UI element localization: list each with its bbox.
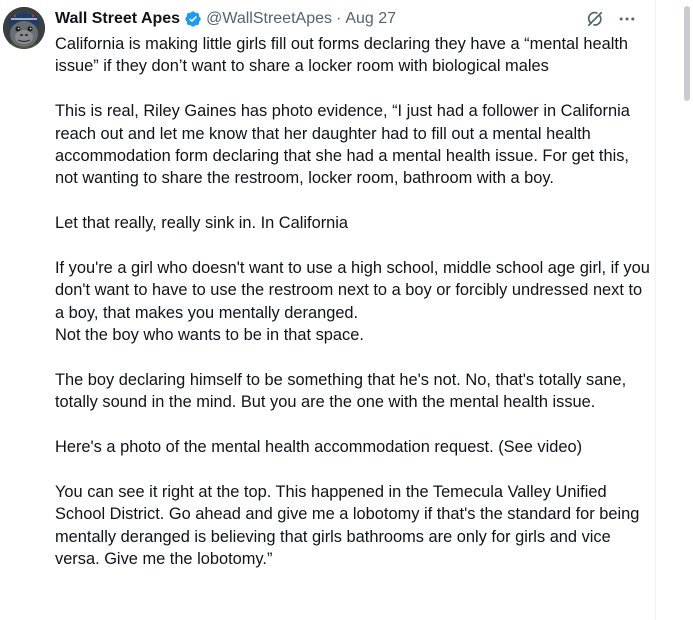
tweet-paragraph: If you're a girl who doesn't want to use a high school, middle school age girl, if you don't want to have to use the restroom next to a boy or forcibly undressed next to a boy, that makes you mentally deranged. Not the boy who wants to be in that space.: [55, 259, 650, 345]
tweet-header: [55, 8, 645, 30]
grok-icon[interactable]: [585, 9, 605, 29]
tweet-text: [55, 33, 650, 593]
author-name[interactable]: Wall Street Apes: [55, 10, 181, 27]
author-handle[interactable]: @WallStreetApes: [206, 10, 332, 27]
tweet-paragraph: The boy declaring himself to be something that he's not. No, that's totally sane, totally sound in the mind. But you are the one with the mental health issue.: [55, 371, 627, 412]
scrollbar-thumb[interactable]: [684, 6, 690, 101]
tweet-date[interactable]: Aug 27: [345, 10, 397, 27]
verified-badge-icon: [184, 10, 202, 28]
tweet-paragraph: This is real, Riley Gaines has photo evidence, “I just had a follower in California reach out and let me know that her daughter had to fill out a mental health accommodation form declaring that she had a mental health issue. For get this, not wanting to share the restroom, locker room, bathroom with a boy.: [55, 102, 630, 188]
tweet-paragraph: California is making little girls fill out forms declaring they have a “mental health issue” if they don’t want to share a locker room with biological males: [55, 35, 629, 76]
tweet-paragraph: Let that really, really sink in. In California: [55, 214, 349, 233]
header-actions: [585, 8, 637, 30]
tweet-paragraph: You can see it right at the top. This happened in the Temecula Valley Unified School District. Go ahead and give me a lobotomy if that's the standard for being mentally deranged is believing that girls bathrooms are only for girls and vice versa. Give me the lobotomy.”: [55, 483, 640, 569]
avatar-gorilla-icon: [3, 7, 45, 49]
header-separator: ·: [336, 10, 342, 27]
avatar[interactable]: [3, 7, 45, 49]
tweet-paragraph: Here's a photo of the mental health accommodation request. (See video): [55, 438, 583, 457]
more-horizontal-icon[interactable]: [617, 9, 637, 29]
